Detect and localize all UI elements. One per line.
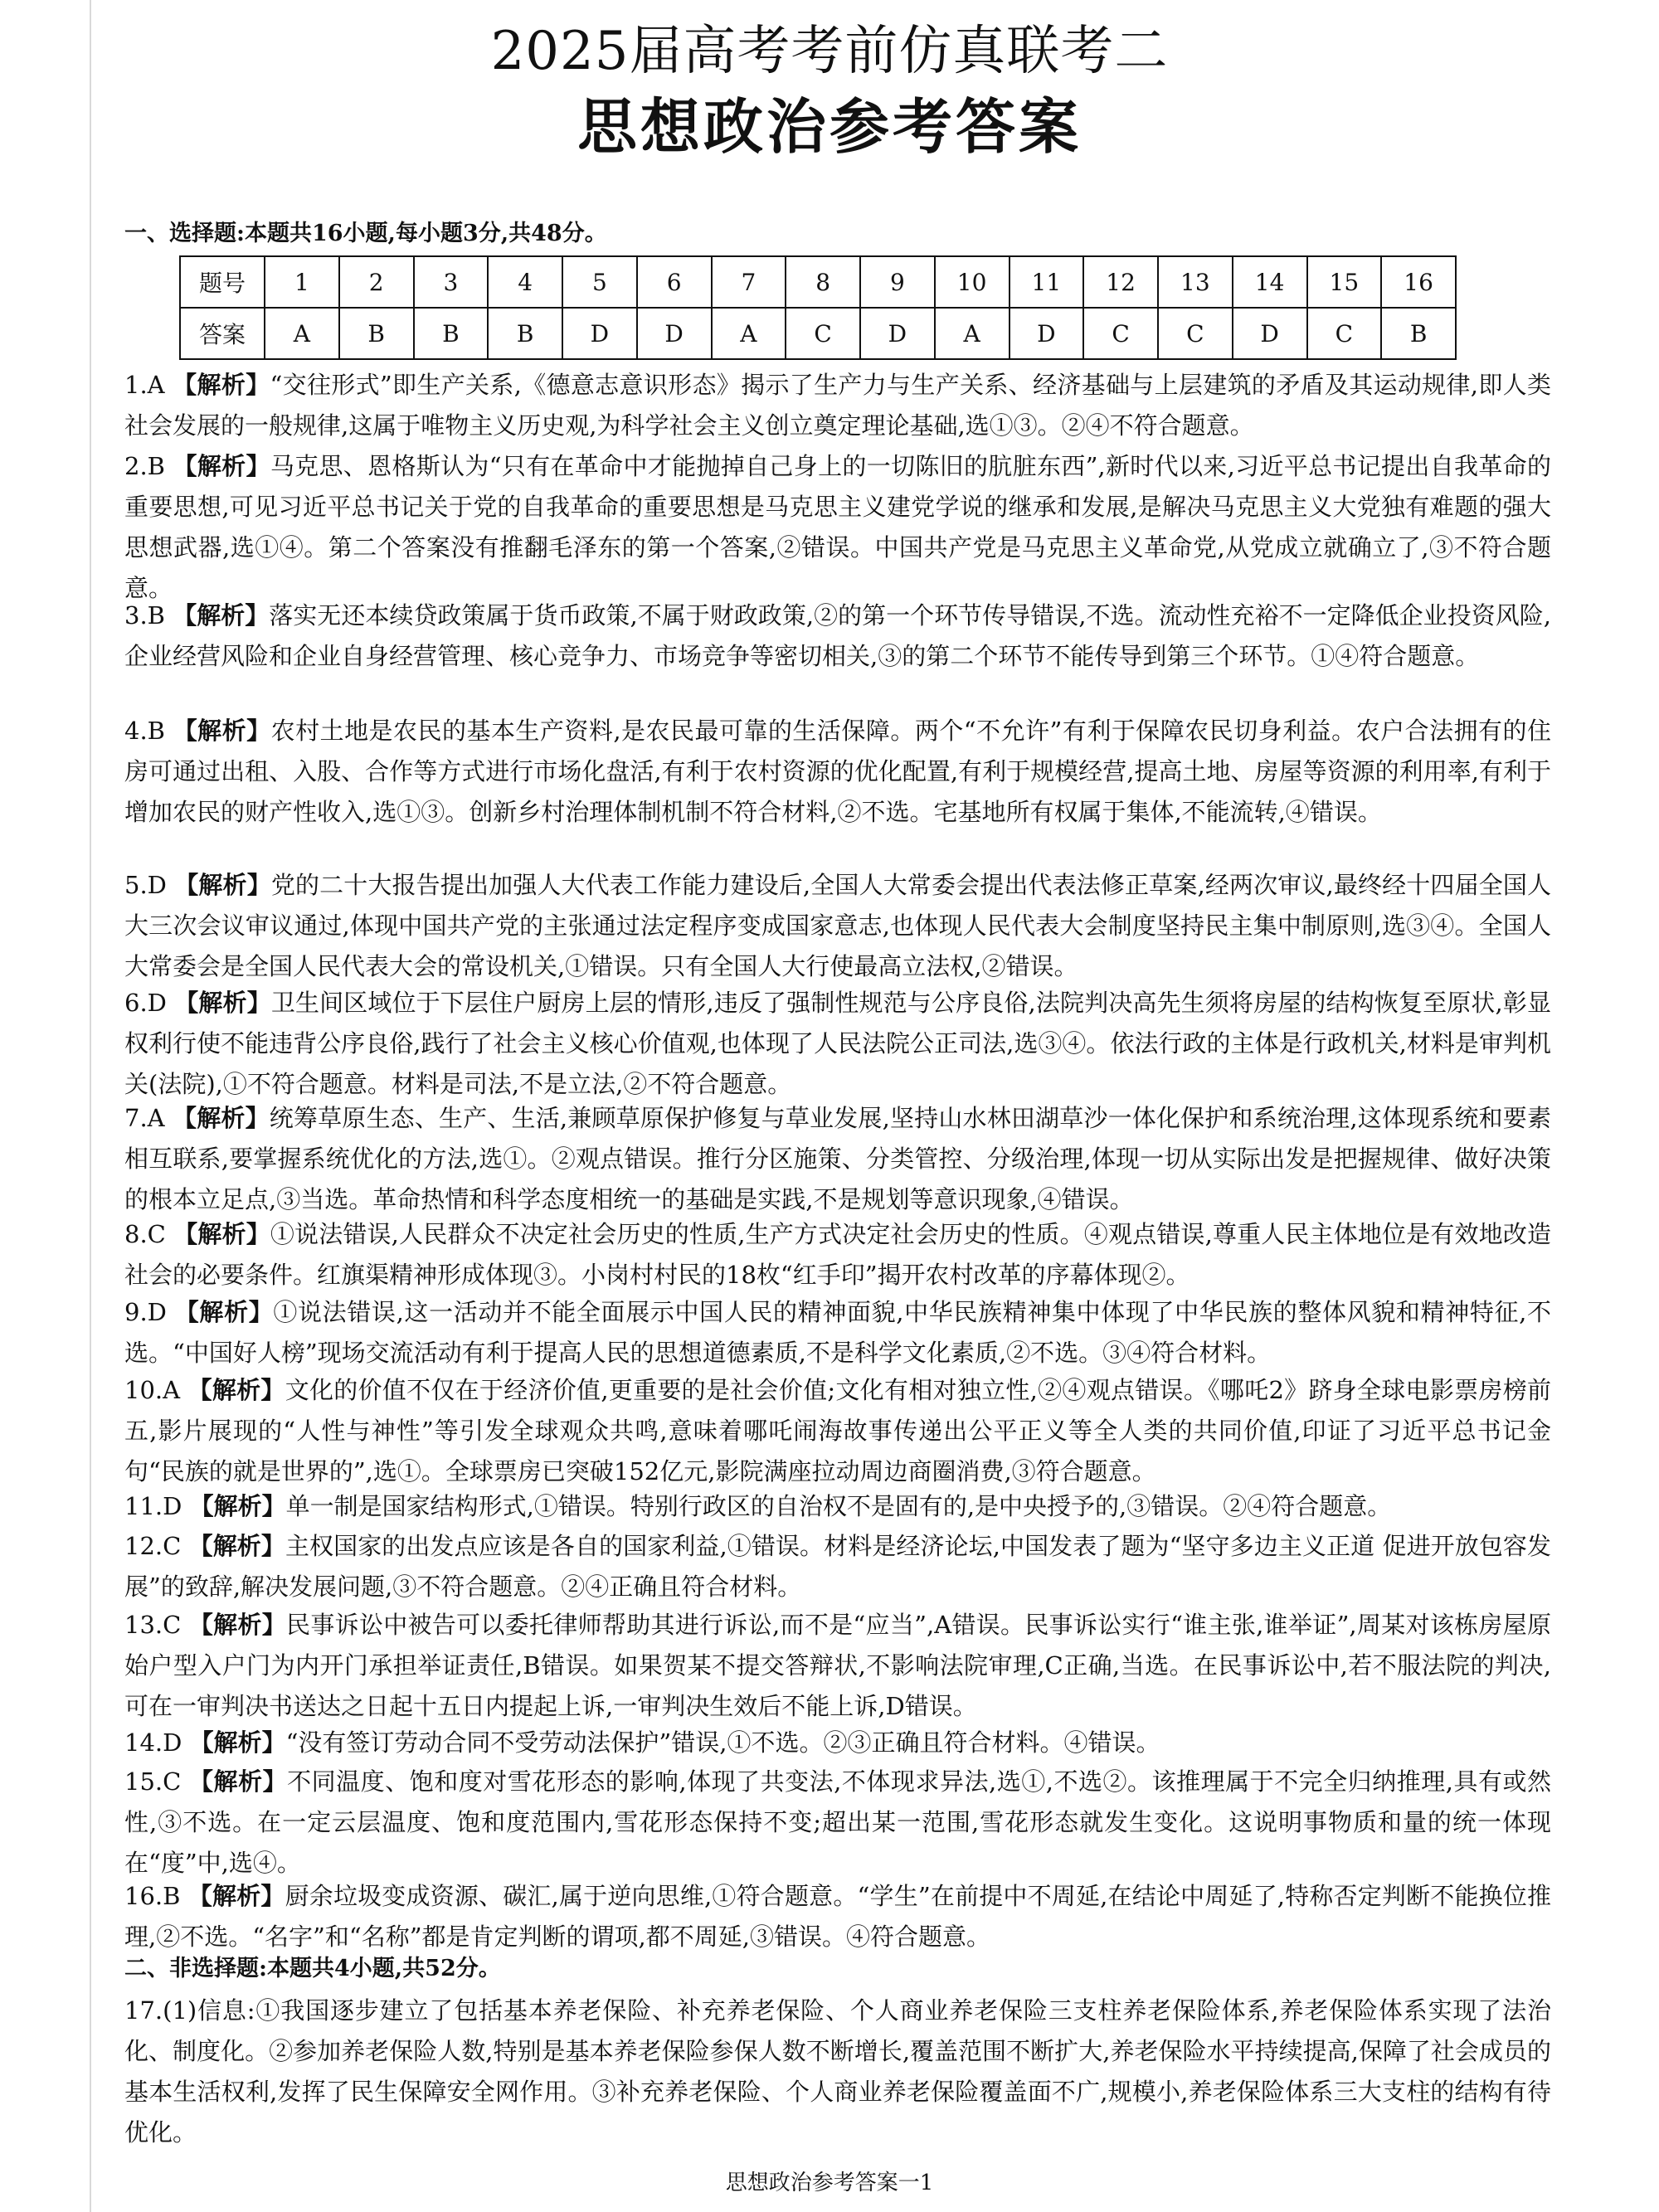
item-number: 16.B: [124, 1882, 181, 1910]
answer-letter: A: [935, 308, 1010, 359]
item-text: (1)信息:①我国逐步建立了包括基本养老保险、补充养老保险、个人商业养老保险三支柱养老保险体系,养老保险体系实现了法治化、制度化。②参加养老保险人数,特别是基本养老保险参保人数不断增长,覆盖范围不断扩大,养老保险水平持续提高,保障了社会成员的基本生活权利,发挥了民生保障安全网作用。③补充养老保险、个人商业养老保险覆盖面不广,规模小,养老保险体系三大支柱的结构有待优化。: [124, 1996, 1551, 2146]
item-number: 14.D: [124, 1728, 182, 1757]
analysis-tag: 【解析】: [173, 371, 270, 399]
answer-letter: B: [339, 308, 414, 359]
analysis-tag: 【解析】: [173, 717, 271, 745]
item-number: 8.C: [124, 1220, 166, 1248]
answer-letter: D: [637, 308, 712, 359]
analysis-tag: 【解析】: [187, 1882, 285, 1910]
item-text: 卫生间区域位于下层住户厨房上层的情形,违反了强制性规范与公序良俗,法院判决高先生须将房屋的结构恢复至原状,彰显权利行使不能违背公序良俗,践行了社会主义核心价值观,也体现了人民法院公正司法,选③④。依法行政的主体是行政机关,材料是审判机关(法院),①不符合题意。材料是司法,不是立法,②不符合题意。: [124, 989, 1551, 1098]
item-number: 11.D: [124, 1492, 182, 1520]
item-text: 民事诉讼中被告可以委托律师帮助其进行诉讼,而不是“应当”,A错误。民事诉讼实行“谁主张,谁举证”,周某对该栋房屋原始户型入户门为内开门承担举证责任,B错误。如果贺某不提交答辩状,不影响法院审理,C正确,当选。在民事诉讼中,若不服法院的判决,可在一审判决书送达之日起十五日内提起上诉,一审判决生效后不能上诉,D错误。: [124, 1611, 1552, 1720]
explanation-item-4: [124, 711, 1551, 833]
question-number: 13: [1158, 256, 1233, 308]
question-number: 5: [562, 256, 637, 308]
answer-letter: C: [1307, 308, 1382, 359]
answer-letter: A: [265, 308, 339, 359]
row-label-answer: 答案: [180, 308, 265, 359]
explanation-item-10: [124, 1370, 1551, 1492]
explanation-item-3: [124, 596, 1551, 677]
answer-table: [179, 255, 1457, 360]
question-number: 11: [1010, 256, 1084, 308]
question-number-row: [180, 256, 1456, 308]
analysis-tag: 【解析】: [188, 1611, 287, 1639]
analysis-tag: 【解析】: [188, 1532, 285, 1560]
answer-row: [180, 308, 1456, 359]
explanation-item-12: [124, 1526, 1551, 1607]
item-number: 9.D: [124, 1298, 167, 1326]
item-text: 单一制是国家结构形式,①错误。特别行政区的自治权不是固有的,是中央授予的,③错误。②④符合题意。: [285, 1492, 1392, 1520]
analysis-tag: 【解析】: [187, 1376, 285, 1404]
item-text: 党的二十大报告提出加强人大代表工作能力建设后,全国人大常委会提出代表法修正草案,经两次审议,最终经十四届全国人大三次会议审议通过,体现中国共产党的主张通过法定程序变成国家意志,也体现人民代表大会制度坚持民主集中制原则,选③④。全国人大常委会是全国人民代表大会的常设机关,①错误。只有全国人大行使最高立法权,②错误。: [124, 871, 1551, 980]
answer-letter: D: [562, 308, 637, 359]
question-number: 1: [265, 256, 339, 308]
answer-letter: C: [786, 308, 860, 359]
analysis-tag: 【解析】: [173, 601, 270, 630]
analysis-tag: 【解析】: [189, 1492, 286, 1520]
item-number: 5.D: [124, 871, 167, 899]
item-text: ①说法错误,这一活动并不能全面展示中国人民的精神面貌,中华民族精神集中体现了中华民族的整体风貌和精神特征,不选。“中国好人榜”现场交流活动有利于提高人民的思想道德素质,不是科学文化素质,②不选。③④符合材料。: [124, 1298, 1551, 1367]
answer-letter: B: [488, 308, 562, 359]
item-text: 文化的价值不仅在于经济价值,更重要的是社会价值;文化有相对独立性,②④观点错误。《哪吒2》跻身全球电影票房榜前五,影片展现的“人性与神性”等引发全球观众共鸣,意味着哪吒闹海故事传递出公平正义等全人类的共同价值,印证了习近平总书记金句“民族的就是世界的”,选①。全球票房已突破152亿元,影院满座拉动周边商圈消费,③符合题意。: [124, 1376, 1551, 1485]
page-footer: 思想政治参考答案一1: [725, 2171, 934, 2195]
exam-title: 2025届高考考前仿真联考二: [490, 21, 1169, 82]
answer-key-title: 思想政治参考答案: [577, 91, 1082, 162]
question-number: 10: [935, 256, 1010, 308]
item-number: 7.A: [124, 1104, 165, 1132]
explanation-item-7: [124, 1098, 1551, 1220]
section1-heading: 一、选择题:本题共16小题,每小题3分,共48分。: [124, 221, 607, 246]
answer-letter: D: [1010, 308, 1084, 359]
item-text: 落实无还本续贷政策属于货币政策,不属于财政政策,②的第一个环节传导错误,不选。流动性充裕不一定降低企业投资风险,企业经营风险和企业自身经营管理、核心竞争力、市场竞争等密切相关,③的第二个环节不能传导到第三个环节。①④符合题意。: [124, 601, 1551, 670]
item-number: 6.D: [124, 989, 167, 1017]
explanation-item-2: [124, 446, 1551, 609]
item-text: 农村土地是农民的基本生产资料,是农民最可靠的生活保障。两个“不允许”有利于保障农民切身利益。农户合法拥有的住房可通过出租、入股、合作等方式进行市场化盘活,有利于农村资源的优化配置,有利于规模经营,提高土地、房屋等资源的利用率,有利于增加农民的财产性收入,选①③。创新乡村治理体制机制不符合材料,②不选。宅基地所有权属于集体,不能流转,④错误。: [124, 717, 1551, 826]
item-text: 马克思、恩格斯认为“只有在革命中才能抛掉自己身上的一切陈旧的肮脏东西”,新时代以来,习近平总书记提出自我革命的重要思想,可见习近平总书记关于党的自我革命的重要思想是马克思主义建党学说的继承和发展,是解决马克思主义大党独有难题的强大思想武器,选①④。第二个答案没有推翻毛泽东的第一个答案,②错误。中国共产党是马克思主义革命党,从党成立就确立了,③不符合题意。: [124, 452, 1551, 602]
explanation-item-15: [124, 1762, 1551, 1884]
explanation-item-14: [124, 1723, 1551, 1763]
question-number: 3: [414, 256, 489, 308]
answer-letter: A: [712, 308, 786, 359]
explanation-item-16: [124, 1876, 1551, 1957]
question-number: 16: [1381, 256, 1456, 308]
question-number: 12: [1083, 256, 1158, 308]
analysis-tag: 【解析】: [189, 1728, 286, 1757]
question-number: 15: [1307, 256, 1382, 308]
question-number: 8: [786, 256, 860, 308]
analysis-tag: 【解析】: [174, 989, 271, 1017]
analysis-tag: 【解析】: [173, 1104, 270, 1132]
analysis-tag: 【解析】: [173, 452, 270, 480]
explanation-item-17: [124, 1991, 1551, 2153]
item-text: 不同温度、饱和度对雪花形态的影响,体现了共变法,不体现求异法,选①,不选②。该推理属于不完全归纳推理,具有或然性,③不选。在一定云层温度、饱和度范围内,雪花形态保持不变;超出某一范围,雪花形态就发生变化。这说明事物质和量的统一体现在“度”中,选④。: [124, 1767, 1551, 1877]
item-number: 3.B: [124, 601, 165, 630]
item-number: 10.A: [124, 1376, 181, 1404]
item-number: 13.C: [124, 1611, 182, 1639]
item-number: 1.A: [124, 371, 165, 399]
item-text: ①说法错误,人民群众不决定社会历史的性质,生产方式决定社会历史的性质。④观点错误,尊重人民主体地位是有效地改造社会的必要条件。红旗渠精神形成体现③。小岗村村民的18枚“红手印”揭开农村改革的序幕体现②。: [124, 1220, 1551, 1289]
item-text: “交往形式”即生产关系,《德意志意识形态》揭示了生产力与生产关系、经济基础与上层建筑的矛盾及其运动规律,即人类社会发展的一般规律,这属于唯物主义历史观,为科学社会主义创立奠定理论基础,选①③。②④不符合题意。: [124, 371, 1551, 440]
answer-letter: B: [414, 308, 489, 359]
question-number: 14: [1233, 256, 1307, 308]
analysis-tag: 【解析】: [174, 1298, 274, 1326]
item-number: 2.B: [124, 452, 165, 480]
scan-edge-line: [90, 0, 91, 2212]
explanation-item-8: [124, 1214, 1551, 1296]
item-number: 12.C: [124, 1532, 182, 1560]
explanation-item-9: [124, 1292, 1551, 1373]
item-number: 17.: [124, 1996, 163, 2025]
item-text: 统筹草原生态、生产、生活,兼顾草原保护修复与草业发展,坚持山水林田湖草沙一体化保护和系统治理,这体现系统和要素相互联系,要掌握系统优化的方法,选①。②观点错误。推行分区施策、分类管控、分级治理,体现一切从实际出发是把握规律、做好决策的根本立足点,③当选。革命热情和科学态度相统一的基础是实践,不是规划等意识现象,④错误。: [124, 1104, 1551, 1213]
item-text: 厨余垃圾变成资源、碳汇,属于逆向思维,①符合题意。“学生”在前提中不周延,在结论中周延了,特称否定判断不能换位推理,②不选。“名字”和“名称”都是肯定判断的谓项,都不周延,③错误。④符合题意。: [124, 1882, 1552, 1951]
item-text: “没有签订劳动合同不受劳动法保护”错误,①不选。②③正确且符合材料。④错误。: [285, 1728, 1160, 1757]
item-number: 4.B: [124, 717, 165, 745]
explanation-item-11: [124, 1486, 1551, 1527]
explanation-item-5: [124, 865, 1551, 987]
section2-heading: 二、非选择题:本题共4小题,共52分。: [124, 1956, 501, 1981]
item-text: 主权国家的出发点应该是各自的国家利益,①错误。材料是经济论坛,中国发表了题为“坚守多边主义正道 促进开放包容发展”的致辞,解决发展问题,③不符合题意。②④正确且符合材料。: [124, 1532, 1551, 1601]
question-number: 7: [712, 256, 786, 308]
explanation-item-6: [124, 983, 1551, 1105]
question-number: 6: [637, 256, 712, 308]
analysis-tag: 【解析】: [174, 871, 271, 899]
row-label-question: 题号: [180, 256, 265, 308]
analysis-tag: 【解析】: [173, 1220, 270, 1248]
answer-letter: D: [860, 308, 935, 359]
explanation-item-13: [124, 1605, 1551, 1727]
analysis-tag: 【解析】: [189, 1767, 288, 1796]
explanation-item-1: [124, 365, 1551, 446]
answer-letter: C: [1083, 308, 1158, 359]
question-number: 4: [488, 256, 562, 308]
answer-letter: D: [1233, 308, 1307, 359]
question-number: 2: [339, 256, 414, 308]
question-number: 9: [860, 256, 935, 308]
answer-letter: B: [1381, 308, 1456, 359]
answer-letter: C: [1158, 308, 1233, 359]
item-number: 15.C: [124, 1767, 182, 1796]
